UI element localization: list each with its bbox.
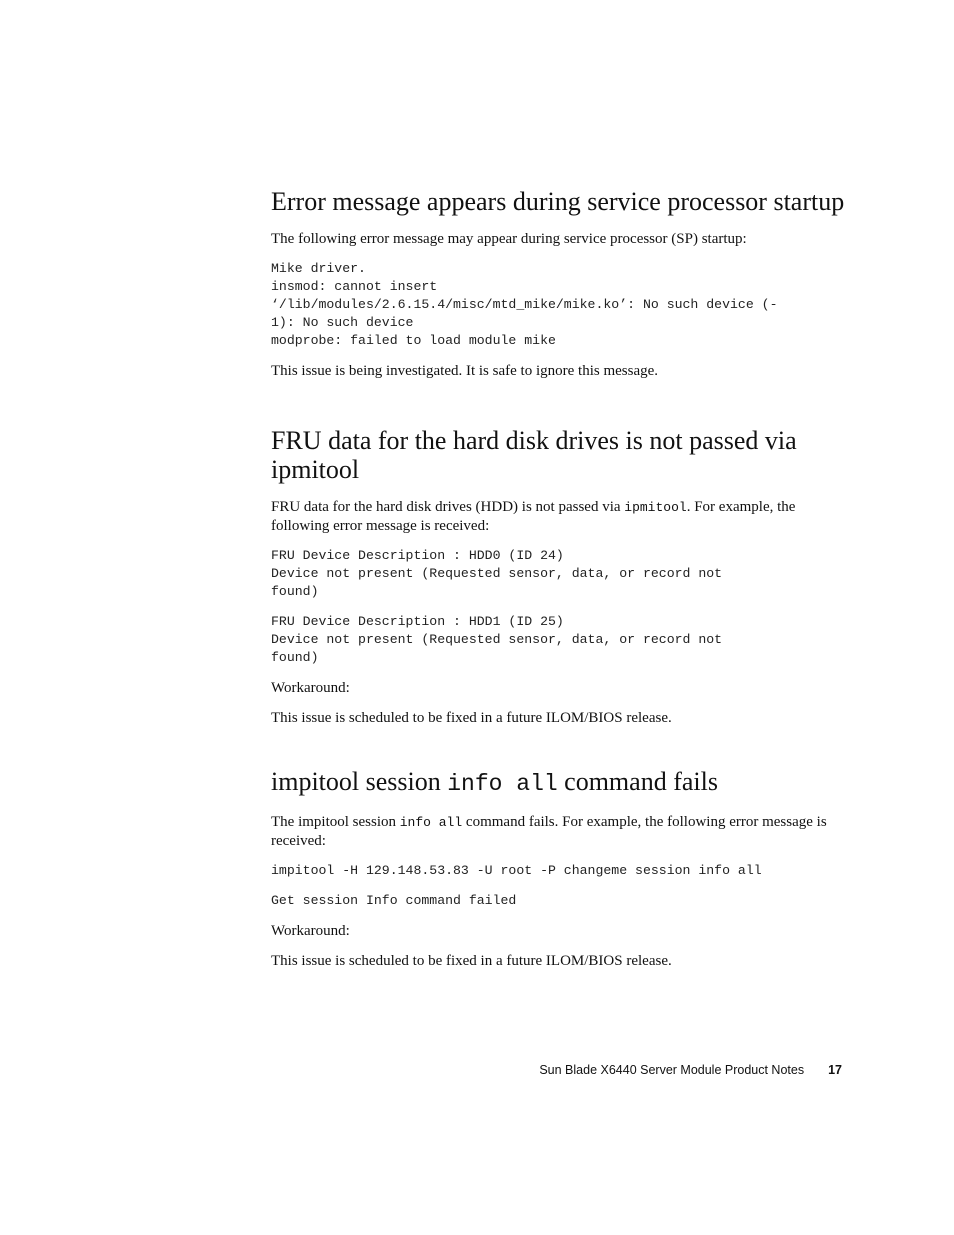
intro-text: command fails. For example, the following error message is received: (271, 814, 827, 849)
section-intro (271, 498, 845, 535)
heading-text: command fails (557, 767, 718, 796)
section-intro (271, 813, 845, 850)
page-number: 17 (828, 1063, 842, 1077)
workaround-label: Workaround: (271, 680, 350, 696)
code-block: FRU Device Description : HDD1 (ID 25) Device not present (Requested sensor, data, or record not found) (271, 614, 723, 665)
code-block: impitool -H 129.148.53.83 -U root -P changeme session info all (271, 863, 762, 878)
inline-code: info all (399, 815, 463, 830)
section-heading: Error message appears during service processor startup (271, 187, 845, 216)
intro-text: FRU data for the hard disk drives (HDD) is not passed via (271, 499, 625, 515)
page-content (271, 187, 845, 1014)
section-fru-data-ipmitool (271, 426, 845, 727)
section-intro: The following error message may appear during service processor (SP) startup: (271, 231, 747, 247)
section-closing: This issue is scheduled to be fixed in a future ILOM/BIOS release. (271, 710, 672, 726)
code-block: FRU Device Description : HDD0 (ID 24) Device not present (Requested sensor, data, or record not found) (271, 548, 723, 599)
heading-code: info all (447, 771, 558, 797)
section-heading: FRU data for the hard disk drives is not passed via ipmitool (271, 426, 797, 484)
workaround-label: Workaround: (271, 923, 350, 939)
code-block: Get session Info command failed (271, 893, 517, 908)
section-closing: This issue is being investigated. It is safe to ignore this message. (271, 363, 659, 379)
footer-doc-title: Sun Blade X6440 Server Module Product Notes (539, 1063, 805, 1077)
code-block: Mike driver. insmod: cannot insert ‘/lib/modules/2.6.15.4/misc/mtd_mike/mike.ko’: No such device (- 1): No such device modprobe: failed to load module mike (271, 261, 778, 348)
page-footer (0, 1063, 842, 1077)
section-heading (271, 767, 845, 799)
intro-text: The impitool session (271, 814, 400, 830)
inline-code: ipmitool (624, 500, 687, 515)
section-sp-startup-error (271, 187, 845, 380)
intro-text: . For example, the following error message is received: (271, 499, 796, 534)
heading-text: impitool session (271, 767, 448, 796)
section-closing: This issue is scheduled to be fixed in a future ILOM/BIOS release. (271, 953, 672, 969)
section-session-info-all (271, 767, 845, 970)
